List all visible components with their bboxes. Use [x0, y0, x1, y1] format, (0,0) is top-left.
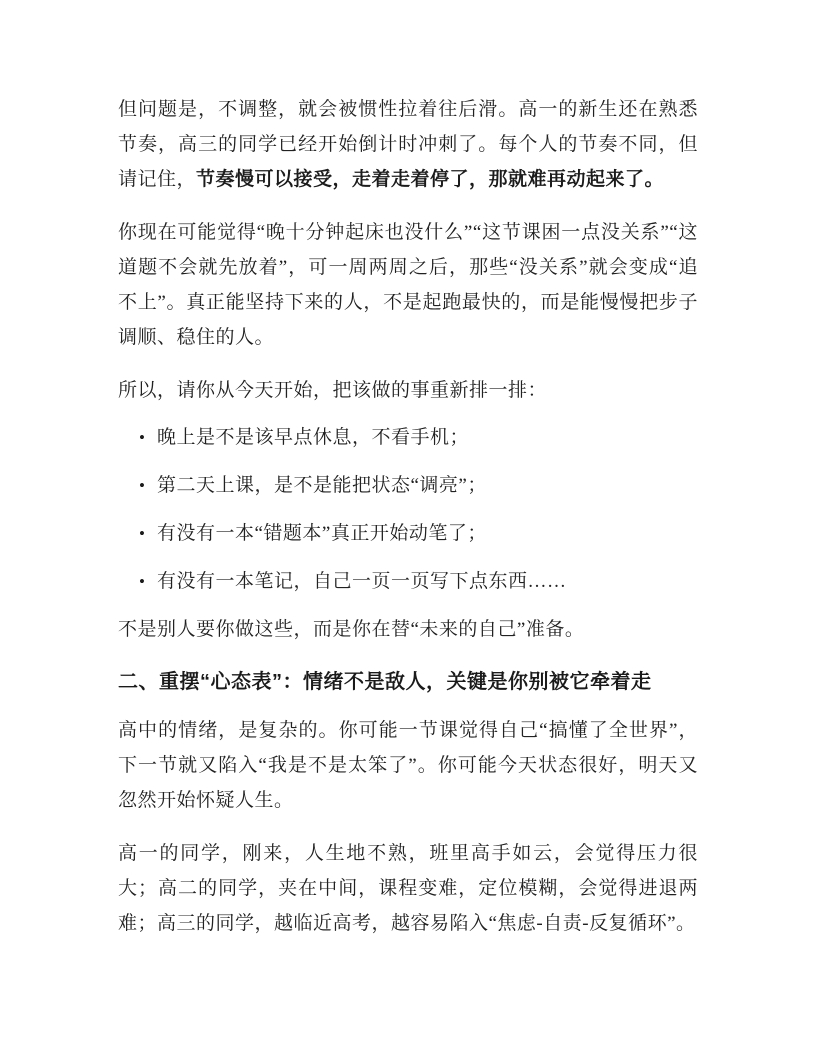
paragraph-grades: 高一的同学，刚来，人生地不熟，班里高手如云，会觉得压力很大；高二的同学，夹在中间，课程变难，定位模糊，会觉得进退两难；高三的同学，越临近高考，越容易陷入“焦虑-自责-反复循环”。 [118, 843, 698, 934]
checklist [118, 420, 698, 599]
bullet-icon: • [139, 572, 146, 591]
paragraph-emotions: 高中的情绪，是复杂的。你可能一节课觉得自己“搞懂了全世界”，下一节就又陷入“我是不是太笨了”。你可能今天状态很好，明天又忽然开始怀疑人生。 [118, 720, 698, 811]
paragraph-future-self: 不是别人要你做这些，而是你在替“未来的自己”准备。 [118, 619, 585, 640]
section-heading: 二、重摆“心态表”：情绪不是敌人，关键是你别被它牵着走 [118, 671, 652, 693]
list-item [118, 420, 698, 455]
bullet-icon: • [139, 476, 146, 495]
paragraph-rearrange: 所以，请你从今天开始，把该做的事重新排一排： [118, 380, 548, 401]
list-item-text: 晚上是不是该早点休息，不看手机； [157, 427, 470, 448]
list-item [118, 564, 698, 599]
list-item-text: 第二天上课，是不是能把状态“调亮”； [157, 475, 487, 496]
paragraph-rhythm [118, 92, 698, 197]
paragraph-no-big-deal: 你现在可能觉得“晚十分钟起床也没什么”“这节课困一点没关系”“这道题不会就先放着”，可一周两周之后，那些“没关系”就会变成“追不上”。真正能坚持下来的人，不是起跑最快的，而是能慢慢把步子调顺、稳住的人。 [118, 222, 698, 348]
list-item [118, 468, 698, 503]
paragraph-rhythm-bold-text: 节奏慢可以接受，走着走着停了，那就难再动起来了。 [196, 169, 665, 190]
bullet-icon: • [139, 428, 146, 447]
list-item [118, 516, 698, 551]
paragraph-rhythm-normal-text: 但问题是，不调整，就会被惯性拉着往后滑。高一的新生还在熟悉节奏，高三的同学已经开始倒计时冲刺了。每个人的节奏不同，但请记住， [118, 99, 698, 190]
bullet-icon: • [139, 524, 146, 543]
list-item-text: 有没有一本“错题本”真正开始动笔了； [157, 523, 487, 544]
list-item-text: 有没有一本笔记，自己一页一页写下点东西…… [157, 571, 567, 592]
